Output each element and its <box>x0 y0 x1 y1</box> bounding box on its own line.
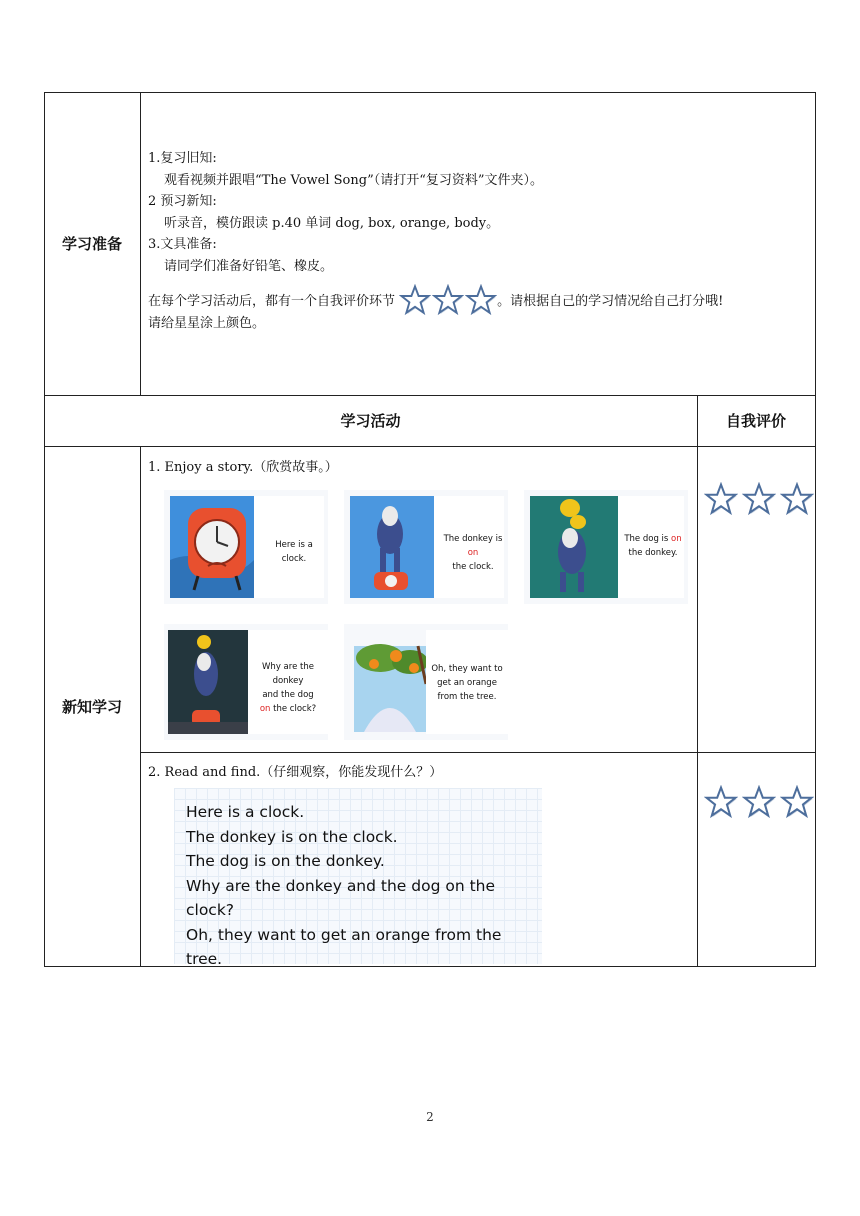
row-divider-2 <box>44 446 816 447</box>
eval-stars-sample <box>399 284 497 316</box>
read-line: Oh, they want to get an orange from the tree. <box>186 925 502 968</box>
eval-text-before: 在每个学习活动后，都有一个自我评价环节 <box>148 294 396 309</box>
caption-why: Why are the donkey and the dog on the clock? <box>259 662 317 714</box>
col-divider-new <box>140 446 141 967</box>
star-outline-icon <box>465 284 497 316</box>
read-line: Why are the donkey and the dog on the clock? <box>186 876 496 919</box>
activity-header: 学习活动 <box>340 412 401 430</box>
story-picture-why <box>164 624 328 740</box>
read-line: Here is a clock. <box>186 803 305 821</box>
self-eval-stars-activity1[interactable] <box>704 482 814 516</box>
story-picture-dog <box>524 490 688 604</box>
read-lines <box>186 800 542 972</box>
prep-content <box>148 148 808 334</box>
prep-label: 学习准备 <box>61 235 122 253</box>
table-border-top <box>44 92 816 93</box>
prep-item2-title: 2 预习新知: <box>148 194 217 209</box>
eval-instruction <box>148 291 808 313</box>
eval-text-after: 。请根据自己的学习情况给自己打分哦! <box>497 294 724 309</box>
caption-dog: The dog is on the donkey. <box>624 534 682 558</box>
story-picture-orange <box>344 624 508 740</box>
col-divider-eval <box>697 395 698 967</box>
worksheet-table <box>44 92 816 967</box>
activity2-title: 2. Read and find.（仔细观察，你能发现什么？） <box>148 765 443 780</box>
prep-item3-text: 请同学们准备好铅笔、橡皮。 <box>164 258 334 274</box>
prep-item3-title: 3.文具准备: <box>148 237 217 252</box>
highlight-on: on <box>259 704 271 714</box>
caption-orange: Oh, they want to get an orange from the tree. <box>431 664 503 702</box>
new-learning-label: 新知学习 <box>61 697 122 716</box>
prep-item1-title: 1.复习旧知: <box>148 151 217 166</box>
star-outline-icon[interactable] <box>704 785 738 819</box>
caption-donkey: The donkey is on the clock. <box>443 534 503 572</box>
star-outline-icon[interactable] <box>780 482 814 516</box>
star-outline-icon[interactable] <box>780 785 814 819</box>
col-divider-prep <box>140 92 141 395</box>
star-outline-icon <box>432 284 464 316</box>
self-eval-stars-activity2[interactable] <box>704 785 814 819</box>
star-outline-icon[interactable] <box>704 482 738 516</box>
prep-item1-text: 观看视频并跟唱“The Vowel Song”（请打开“复习资料”文件夹）。 <box>164 172 544 188</box>
caption-clock: Here is a clock. <box>275 540 313 564</box>
star-outline-icon[interactable] <box>742 785 776 819</box>
highlight-on: on <box>671 534 682 544</box>
star-outline-icon[interactable] <box>742 482 776 516</box>
read-line: The donkey is on the clock. <box>186 827 398 846</box>
activity1-title: 1. Enjoy a story.（欣赏故事。） <box>148 460 338 475</box>
eval-text-line2: 请给星星涂上颜色。 <box>148 315 266 331</box>
row-divider-3 <box>140 752 816 753</box>
story-picture-clock <box>164 490 328 604</box>
story-picture-donkey <box>344 490 508 604</box>
star-outline-icon <box>399 284 431 316</box>
self-eval-header: 自我评价 <box>725 412 786 430</box>
page-number: 2 <box>426 1110 434 1124</box>
prep-item2-text: 听录音，模仿跟读 p.40 单词 dog, box, orange, body。 <box>164 215 500 231</box>
highlight-on: on <box>467 548 479 558</box>
table-border-right <box>815 92 816 967</box>
read-line: The dog is on the donkey. <box>186 852 385 870</box>
read-and-find-panel <box>174 788 542 968</box>
